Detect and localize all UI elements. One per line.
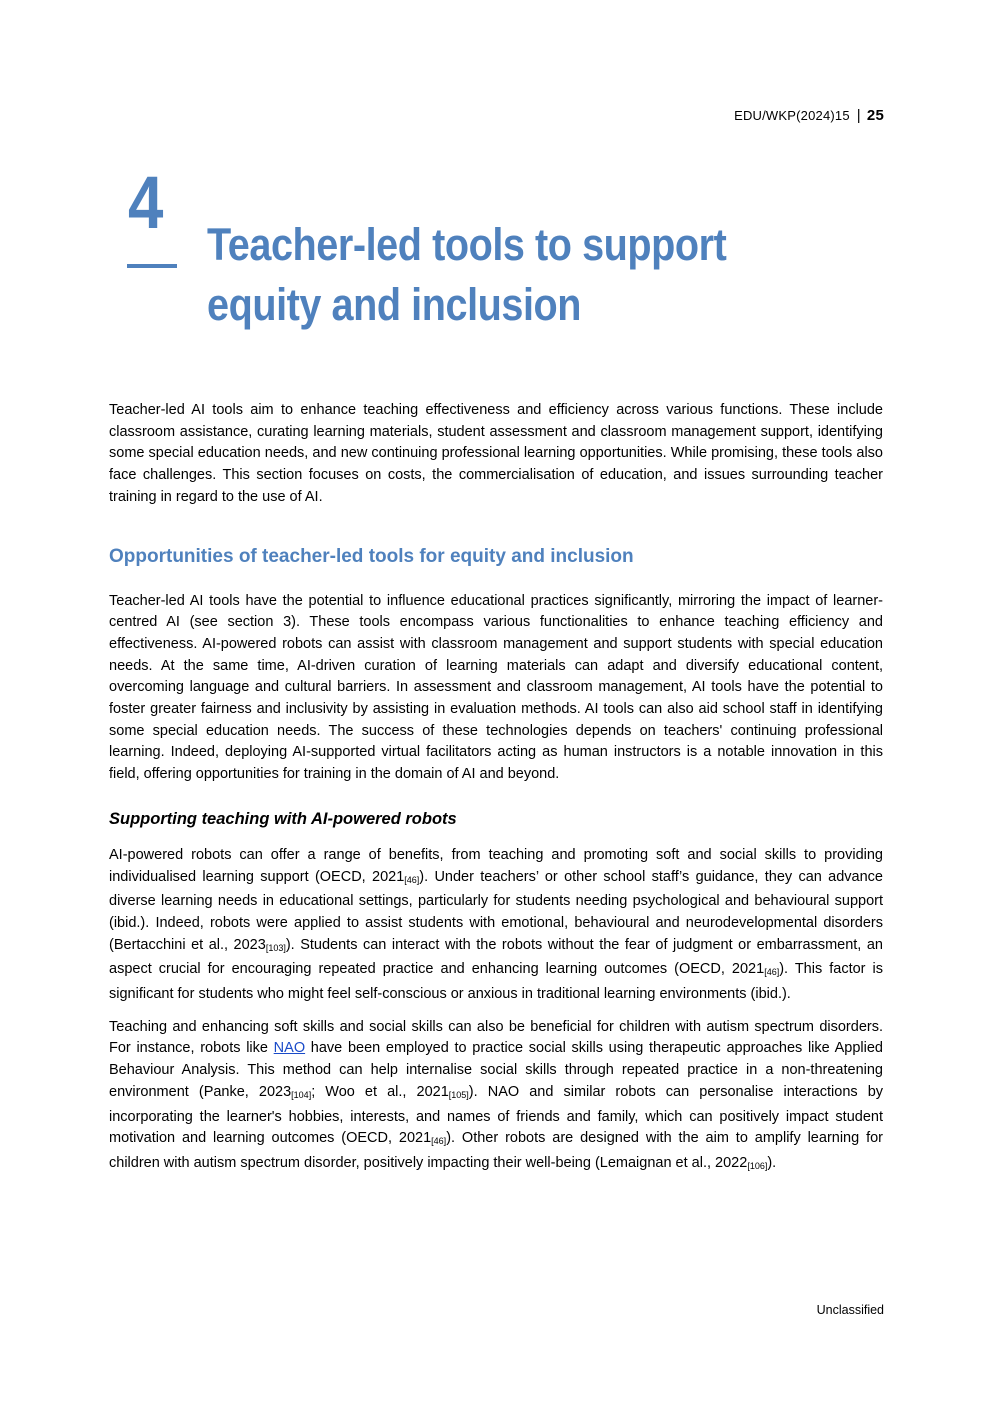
text-run: AI-powered robots can offer a range of benefits, from teaching and promoting soft and social skills to providing individualised learning support (OECD, 2021	[109, 846, 883, 885]
text-run: ). NAO and similar robots can personalise interactions by incorporating the learner's hobbies, interests, and names of friends and family, which can positively impact student motivation and learning outcomes (OECD, 2021	[109, 1083, 884, 1147]
page-body	[109, 400, 883, 1178]
text-run: ).	[767, 1154, 777, 1171]
citation-ref[interactable]: [46]	[404, 874, 420, 885]
citation-ref[interactable]: [106]	[747, 1160, 768, 1171]
robots-paragraph-2	[109, 1017, 883, 1178]
intro-paragraph: Teacher-led AI tools aim to enhance teaching effectiveness and efficiency across various functions. These include classroom assistance, curating learning materials, student assessment and classroom management support, identifying some special education needs, and new continuing professional learning opportunities. While promising, these tools also face challenges. This section focuses on costs, the commercialisation of education, and issues surrounding teacher training in regard to the use of AI.	[109, 402, 883, 505]
citation-ref[interactable]: [46]	[431, 1136, 447, 1147]
document-id: EDU/WKP(2024)15	[734, 108, 850, 123]
text-run: have been employed to practice social skills using therapeutic approaches like Applied Behaviour Analysis. This method can help internalise social skills through repeated practice in a non-threatening environment (Panke, 2023	[109, 1040, 883, 1100]
running-header	[734, 107, 884, 124]
chapter-number: 4	[128, 161, 163, 244]
chapter-number-underline	[127, 264, 177, 268]
text-run: ). Students can interact with the robots without the fear of judgment or embarrassment, an aspect crucial for encouraging repeated practice and enhancing learning outcomes (OECD, 2021	[109, 936, 883, 978]
robots-paragraph-1	[109, 845, 883, 1006]
citation-ref[interactable]: [103]	[265, 942, 286, 953]
citation-ref[interactable]: [46]	[764, 967, 780, 978]
nao-link[interactable]: NAO	[273, 1040, 306, 1057]
subsection-heading: Supporting teaching with AI-powered robots	[109, 809, 457, 828]
page-number: 25	[866, 107, 884, 124]
text-run: ; Woo et al., 2021	[311, 1083, 449, 1100]
citation-ref[interactable]: [105]	[448, 1089, 469, 1100]
text-run: ). This factor is significant for students who might feel self-conscious or anxious in traditional learning environments (ibid.).	[109, 961, 883, 1003]
section-heading: Opportunities of teacher-led tools for equity and inclusion	[109, 545, 634, 567]
section-paragraph: Teacher-led AI tools have the potential to influence educational practices significantly, mirroring the impact of learner-centred AI (see section 3). These tools encompass various functionalities to enhance teaching efficiency and effectiveness. AI-powered robots can assist with classroom management and support students with special education needs. At the same time, AI-driven curation of learning materials can adapt and diversify educational content, overcoming language and cultural barriers. In assessment and classroom management, AI tools have the potential to foster greater fairness and inclusivity by assisting in evaluation methods. AI tools can also aid school staff in identifying some special education needs. The success of these technologies depends on teachers' continuing professional learning. Indeed, deploying AI-supported virtual facilitators acting as human instructors is a notable innovation in this field, offering opportunities for training in the domain of AI and beyond.	[109, 592, 883, 783]
citation-ref[interactable]: [104]	[291, 1089, 312, 1100]
text-run: ). Other robots are designed with the aim to amplify learning for children with autism spectrum disorder, positively impacting their well-being (Lemaignan et al., 2022	[109, 1130, 883, 1171]
header-separator: |	[856, 107, 861, 124]
classification-footer: Unclassified	[816, 1303, 884, 1317]
chapter-title: Teacher-led tools to support equity and inclusion	[207, 219, 727, 330]
text-run: ). Under teachers’ or other school staff’s guidance, they can advance diverse learning needs in educational settings, particularly for students needing psychological and behavioural support (ibid.). Indeed, robots were applied to assist students with emotional, behavioural and neurodevelopmental disorders (Bertacchini et al., 2023	[109, 868, 883, 953]
text-run: Teaching and enhancing soft skills and social skills can also be beneficial for children with autism spectrum disorders. For instance, robots like	[109, 1018, 883, 1057]
